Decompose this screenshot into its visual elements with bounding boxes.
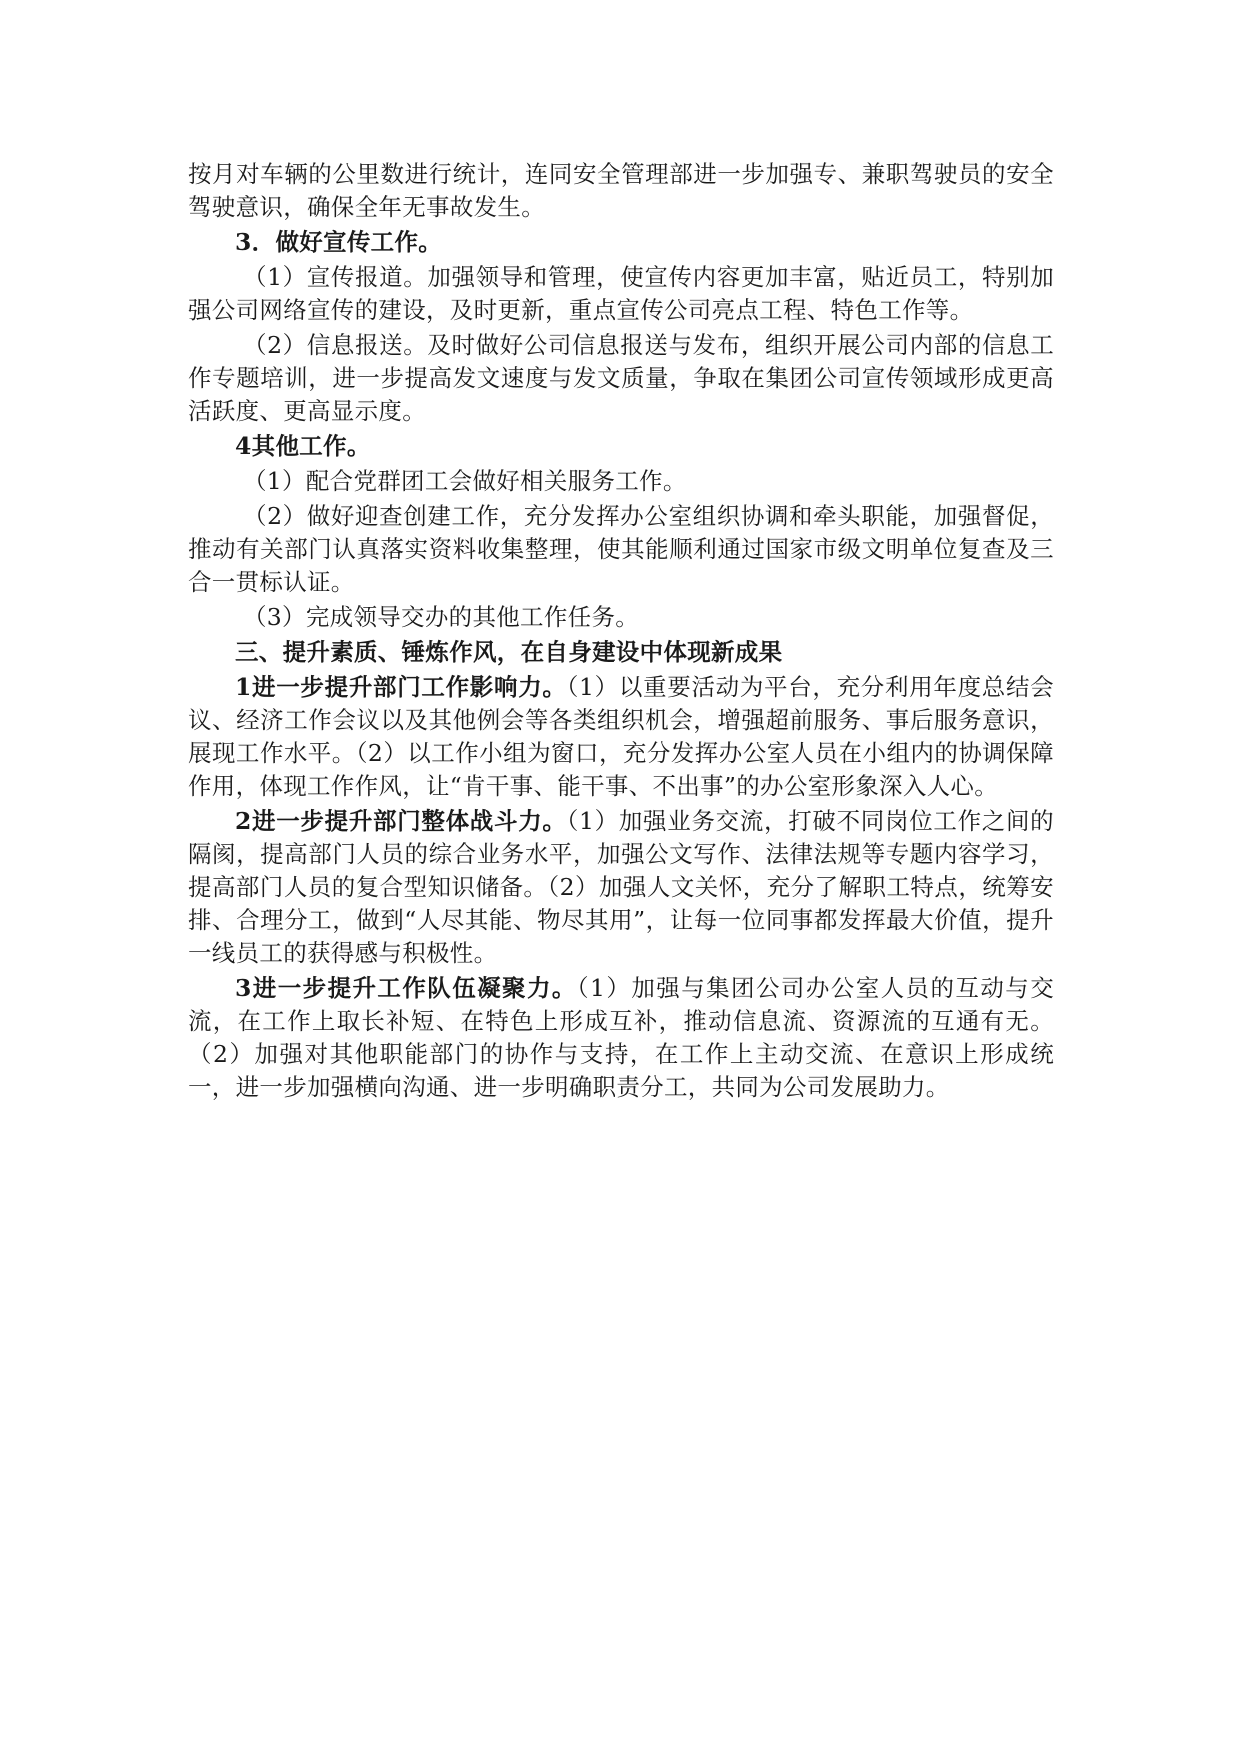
paragraph-cohesion xyxy=(188,972,1054,1104)
paragraph-influence-body: （1）以重要活动为平台，充分利用年度总结会议、经济工作会议以及其他例会等各类组织机会，增强超前服务、事后服务意识，展现工作水平。（2）以工作小组为窗口，充分发挥办公室人员在小组内的协调保障作用，体现工作作风，让“肯干事、能干事、不出事”的办公室形象深入人心。 xyxy=(188,673,1054,800)
paragraph-combat-power xyxy=(188,805,1054,970)
heading-publicity: 3．做好宣传工作。 xyxy=(235,228,443,256)
paragraph-combat-power-title: 2进一步提升部门整体战斗力。 xyxy=(235,807,567,835)
document-page xyxy=(188,158,1054,1106)
section-heading-three: 三、提升素质、锤炼作风，在自身建设中体现新成果 xyxy=(235,638,783,666)
paragraph-other-3: （3）完成领导交办的其他工作任务。 xyxy=(243,603,640,631)
paragraph-vehicle-stats: 按月对车辆的公里数进行统计，连同安全管理部进一步加强专、兼职驾驶员的安全驾驶意识，确保全年无事故发生。 xyxy=(188,160,1054,221)
paragraph-combat-power-body: （1）加强业务交流，打破不同岗位工作之间的隔阂，提高部门人员的综合业务水平，加强公文写作、法律法规等专题内容学习，提高部门人员的复合型知识储备。（2）加强人文关怀，充分了解职工特点，统筹安排、合理分工，做到“人尽其能、物尽其用”，让每一位同事都发挥最大价值，提升一线员工的获得感与积极性。 xyxy=(188,807,1054,967)
paragraph-other-1: （1）配合党群团工会做好相关服务工作。 xyxy=(243,467,687,495)
paragraph-other-2: （2）做好迎查创建工作，充分发挥办公室组织协调和牵头职能，加强督促，推动有关部门认真落实资料收集整理，使其能顺利通过国家市级文明单位复查及三合一贯标认证。 xyxy=(188,502,1054,596)
paragraph-cohesion-title: 3进一步提升工作队伍凝聚力。 xyxy=(235,974,577,1002)
paragraph-influence-title: 1进一步提升部门工作影响力。 xyxy=(235,673,567,701)
paragraph-info-submission: （2）信息报送。及时做好公司信息报送与发布，组织开展公司内部的信息工作专题培训，进一步提高发文速度与发文质量，争取在集团公司宣传领域形成更高活跃度、更高显示度。 xyxy=(188,331,1054,425)
heading-other-work: 4其他工作。 xyxy=(235,432,371,460)
paragraph-cohesion-body: （1）加强与集团公司办公室人员的互动与交流，在工作上取长补短、在特色上形成互补，推动信息流、资源流的互通有无。（2）加强对其他职能部门的协作与支持，在工作上主动交流、在意识上形成统一，进一步加强横向沟通、进一步明确职责分工，共同为公司发展助力。 xyxy=(188,974,1054,1101)
paragraph-influence xyxy=(188,671,1054,803)
paragraph-publicity-report: （1）宣传报道。加强领导和管理，使宣传内容更加丰富，贴近员工，特别加强公司网络宣传的建设，及时更新，重点宣传公司亮点工程、特色工作等。 xyxy=(188,263,1054,324)
